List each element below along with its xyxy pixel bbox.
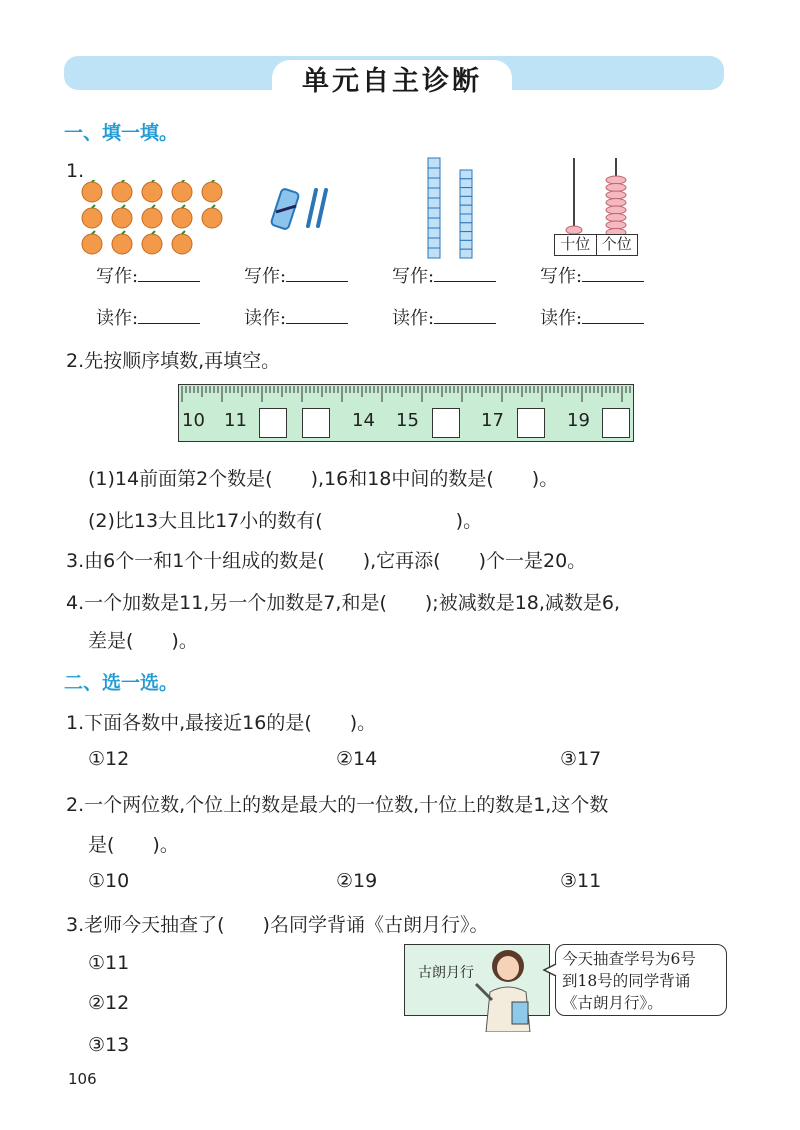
write-field[interactable]: 写作: [540,262,644,288]
orange-icon [202,208,222,228]
question-4-line-1: 4.一个加数是11,另一个加数是7,和是( );被减数是18,减数是6, [66,592,621,614]
orange-icon [82,182,102,202]
orange-icon [142,208,162,228]
orange-icon [82,234,102,254]
choice-question-1: 1.下面各数中,最接近16的是( )。 [66,712,377,734]
ruler-number: 11 [224,410,247,431]
abacus-place-labels [554,234,638,256]
orange-icon [142,234,162,254]
ruler-blank-box[interactable] [602,408,630,438]
section-title-fill: 一、填一填。 [64,122,179,144]
unit-cube [428,248,440,258]
orange-icon [82,208,102,228]
blackboard-text: 古朗月行 [418,965,474,981]
question-2: 2.先按顺序填数,再填空。 [66,350,281,372]
choice-question-3: 3.老师今天抽查了( )名同学背诵《古朗月行》。 [66,914,489,936]
orange-icon [172,208,192,228]
unit-cube [460,179,472,188]
unit-cube [460,240,472,249]
teacher-icon [470,948,540,1032]
bubble-line: 到18号的同学背诵 [562,972,691,990]
unit-cube [428,208,440,218]
option-3[interactable]: ③13 [88,1034,130,1056]
choice-question-2-line-1: 2.一个两位数,个位上的数是最大的一位数,十位上的数是1,这个数 [66,794,609,816]
option-3[interactable]: ③17 [560,748,602,770]
ten-rods-image [420,156,480,260]
orange-icon [112,234,132,254]
orange-icon [142,182,162,202]
bead [566,226,582,234]
page-title: 单元自主诊断 [272,60,512,100]
unit-cube [460,188,472,197]
read-field[interactable]: 读作: [244,304,348,330]
bead [606,214,626,222]
oranges-image [78,180,230,258]
option-2[interactable]: ②14 [336,748,378,770]
unit-cube [428,168,440,178]
orange-icon [112,182,132,202]
unit-cube [460,232,472,241]
read-field[interactable]: 读作: [96,304,200,330]
unit-cube [460,196,472,205]
bead [606,199,626,207]
bubble-tail [542,962,558,978]
bead [606,206,626,214]
unit-cube [460,170,472,179]
unit-cube [428,198,440,208]
ones-place-label: 个位 [601,235,632,253]
question-number: 1. [66,160,85,182]
bubble-line: 《古朗月行》。 [562,994,663,1012]
ruler-ticks [180,386,632,406]
ruler-number: 19 [567,410,590,431]
ruler-number: 17 [481,410,504,431]
read-field[interactable]: 读作: [392,304,496,330]
orange-icon [112,208,132,228]
unit-cube [428,188,440,198]
question-2-part-1: (1)14前面第2个数是( ),16和18中间的数是( )。 [88,468,559,490]
unit-cube [460,249,472,258]
unit-cube [460,205,472,214]
question-4-line-2: 差是( )。 [88,630,198,652]
ruler-blank-box[interactable] [302,408,330,438]
bead [606,184,626,192]
write-field[interactable]: 写作: [96,262,200,288]
bead [606,221,626,229]
option-1[interactable]: ①10 [88,870,130,892]
unit-cube [428,158,440,168]
write-field[interactable]: 写作: [244,262,348,288]
page-number: 106 [68,1070,97,1088]
ruler-number: 14 [352,410,375,431]
unit-cube [428,228,440,238]
tens-place-label: 十位 [555,235,597,255]
read-field[interactable]: 读作: [540,304,644,330]
ruler-number: 15 [396,410,419,431]
unit-cube [460,214,472,223]
choice-question-2-line-2: 是( )。 [88,834,179,856]
unit-cube [460,223,472,232]
orange-icon [202,182,222,202]
option-2[interactable]: ②19 [336,870,378,892]
option-1[interactable]: ①12 [88,748,130,770]
option-3[interactable]: ③11 [560,870,602,892]
bead [606,176,626,184]
question-3: 3.由6个一和1个十组成的数是( ),它再添( )个一是20。 [66,550,587,572]
question-2-part-2: (2)比13大且比17小的数有( )。 [88,510,483,532]
ruler-blank-box[interactable] [517,408,545,438]
orange-icon [172,234,192,254]
bubble-line: 今天抽查学号为6号 [562,950,696,968]
ruler-blank-box[interactable] [432,408,460,438]
unit-cube [428,178,440,188]
bead [606,191,626,199]
orange-icon [172,182,192,202]
write-field[interactable]: 写作: [392,262,496,288]
stick-bundle-image [266,184,336,234]
ruler-blank-box[interactable] [259,408,287,438]
ruler-number: 10 [182,410,205,431]
section-title-choose: 二、选一选。 [64,672,179,694]
speech-bubble [555,944,727,1016]
option-2[interactable]: ②12 [88,992,130,1014]
option-1[interactable]: ①11 [88,952,130,974]
unit-cube [428,238,440,248]
unit-cube [428,218,440,228]
